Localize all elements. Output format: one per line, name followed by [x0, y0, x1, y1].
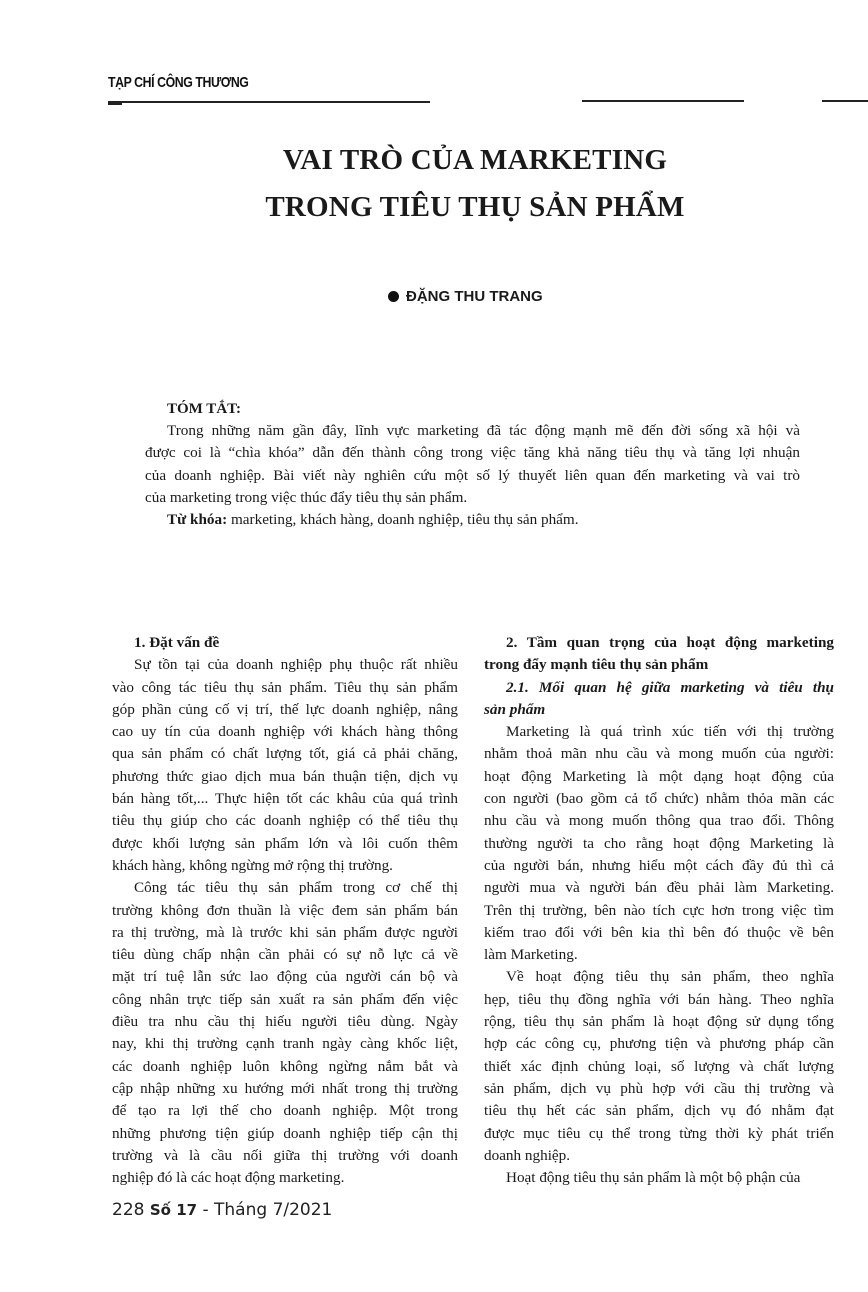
text-line: của người bán, nhưng hiểu một cách đầy đủ thì cả [484, 856, 834, 874]
text-line: rộng, tiêu thụ sản phẩm là hoạt động sử dụng tổng [484, 1013, 834, 1031]
author [388, 288, 543, 305]
text-line: Sự tồn tại của doanh nghiệp phụ thuộc rất nhiều [134, 656, 458, 674]
text-line: của doanh nghiệp. Bài viết này nghiên cứu một số lý thuyết liên quan đến marketing và vai trò [145, 466, 800, 484]
text-line: hoạt động Marketing là một dạng hoạt động của [484, 767, 834, 785]
keywords-text: marketing, khách hàng, doanh nghiệp, tiêu thụ sản phẩm. [227, 511, 579, 529]
text-line: Công tác tiêu thụ sản phẩm trong cơ chế thị [134, 879, 458, 897]
header-rule-mark [108, 103, 122, 105]
text-line: hẹp, tiêu thụ đồng nghĩa với bán hàng. Theo nghĩa [484, 990, 834, 1008]
bullet-icon [388, 291, 399, 302]
text-line: mặt trí tuệ lẫn sức lao động của người cán bộ và [112, 968, 458, 986]
text-line: bán hàng tốt,... Thực hiện tốt các khâu của quá trình [112, 790, 458, 808]
text-line: Trên thị trường, bên nào tích cực hơn trong việc tìm [484, 901, 834, 919]
section-heading-line1: 2. Tầm quan trọng của hoạt động marketing [506, 634, 834, 651]
issue-date: - Tháng 7/2021 [197, 1200, 333, 1220]
text-line: được mục tiêu cụ thể trong từng thời kỳ phát triển [484, 1124, 834, 1142]
text-line: Trong những năm gần đây, lĩnh vực marketing đã tác động mạnh mẽ đến đời sống xã hội và [167, 422, 800, 439]
article-title-line2: TRONG TIÊU THỤ SẢN PHẨM [265, 191, 685, 223]
text-line: nghiệp đó là các hoạt động marketing. [112, 1169, 345, 1187]
text-line: vào công tác tiêu thụ sản phẩm. Tiêu thụ sản phẩm [112, 678, 458, 696]
subsection-heading-line2: sản phẩm [484, 700, 546, 718]
text-line: con người (bao gồm cả tổ chức) nhằm thỏa mãn các [484, 790, 834, 808]
left-column-body [112, 654, 458, 1189]
right-column-body [484, 721, 834, 1189]
keywords [145, 509, 800, 531]
text-line: tiêu thụ giúp cho các doanh nghiệp có thể tiêu thụ [112, 812, 458, 830]
text-line: nhu cầu và mong muốn thông qua trao đổi. Thông [484, 812, 834, 830]
header-rule [108, 101, 430, 103]
text-line: các doanh nghiệp luôn không ngừng nắm bắt và [112, 1057, 458, 1075]
text-line: ra thị trường, mà là trước khi sản phẩm được người [112, 923, 458, 941]
text-line: được coi là “chìa khóa” dẫn đến thành công trong việc tăng khả năng tiêu thụ và tăng lợi nhuận [145, 444, 800, 462]
text-line: được khối lượng sản phẩm lớn và lôi cuốn thêm [112, 834, 458, 852]
text-line: những phương tiện giúp doanh nghiệp tiếp cận thị [112, 1124, 458, 1142]
section-heading: 1. Đặt vấn đề [134, 634, 220, 651]
text-line: hợp các công cụ, phương tiện và phương pháp cần [484, 1035, 834, 1053]
text-line: góp phần củng cố vị trí, thế lực doanh nghiệp, nâng [112, 700, 458, 718]
abstract-heading: TÓM TẮT: [167, 401, 242, 417]
text-line: điều tra nhu cầu thị hiếu người tiêu dùng. Ngày [112, 1013, 458, 1031]
text-line: Hoạt động tiêu thụ sản phẩm là một bộ phận của [506, 1169, 801, 1187]
journal-name: TẠP CHÍ CÔNG THƯƠNG [108, 74, 249, 91]
header-rule [822, 100, 868, 102]
text-line: sản phẩm, dịch vụ phù hợp với cầu thị trường và [484, 1079, 834, 1097]
keywords-label: Từ khóa: [167, 511, 228, 529]
text-line: tiêu dùng chấp nhận cần phải có sự nỗ lực cả về [112, 946, 458, 964]
text-line: thiết xác định chủng loại, số lượng và chất lượng [484, 1057, 834, 1075]
abstract-body [145, 420, 800, 509]
right-column [484, 632, 834, 1189]
page-footer [112, 1200, 332, 1220]
text-line: để tạo ra lợi thế cho doanh nghiệp. Một trong [112, 1102, 458, 1120]
section-heading-line2: trong đẩy mạnh tiêu thụ sản phẩm [484, 656, 709, 674]
header-rule [582, 100, 744, 102]
text-line: trường và là cầu nối giữa thị trường với doanh [112, 1146, 458, 1164]
author-name: ĐẶNG THU TRANG [406, 288, 543, 305]
left-column [112, 632, 458, 1189]
text-line: nhằm thoả mãn nhu cầu và mong muốn của người: [484, 745, 834, 763]
text-line: kiếm trao đổi với bên kia thì bên đó thuộc về bên [484, 923, 834, 941]
text-line: cao uy tín của doanh nghiệp với khách hàng thông [112, 723, 458, 741]
text-line: cập nhập những xu hướng mới nhất trong thị trường [112, 1079, 458, 1097]
text-line: thường người ta cho rằng hoạt động Marketing là [484, 834, 834, 852]
subsection-heading-line1: 2.1. Mối quan hệ giữa marketing và tiêu thụ [506, 678, 834, 696]
text-line: phương thức giao dịch mua bán thuận tiện, dịch vụ [112, 767, 458, 785]
text-line: khách hàng, không ngừng mở rộng thị trường. [112, 856, 393, 874]
text-line: nay, khi thị trường cạnh tranh ngày càng khốc liệt, [112, 1035, 458, 1053]
issue-number: Số 17 [149, 1201, 198, 1219]
text-line: người mua và người bán đều phải làm Marketing. [484, 879, 834, 897]
text-line: doanh nghiệp. [484, 1146, 571, 1164]
text-line: công nhân trực tiếp sản xuất ra sản phẩm đến việc [112, 990, 458, 1008]
text-line: Về hoạt động tiêu thụ sản phẩm, theo nghĩa [506, 968, 834, 986]
abstract [145, 398, 800, 531]
text-line: làm Marketing. [484, 946, 578, 964]
page-number: 228 [112, 1200, 145, 1220]
text-line: Marketing là quá trình xúc tiến với thị trường [506, 723, 834, 741]
text-line: tiêu thụ hết các sản phẩm, dịch vụ đó nhằm đạt [484, 1102, 834, 1120]
article-title-line1: VAI TRÒ CỦA MARKETING [282, 144, 668, 176]
text-line: qua sản phẩm có chất lượng tốt, giá cả phải chăng, [112, 745, 458, 763]
text-line: của marketing trong việc thúc đẩy tiêu thụ sản phẩm. [145, 488, 468, 506]
text-line: trường không đơn thuần là việc đem sản phẩm bán [112, 901, 458, 919]
